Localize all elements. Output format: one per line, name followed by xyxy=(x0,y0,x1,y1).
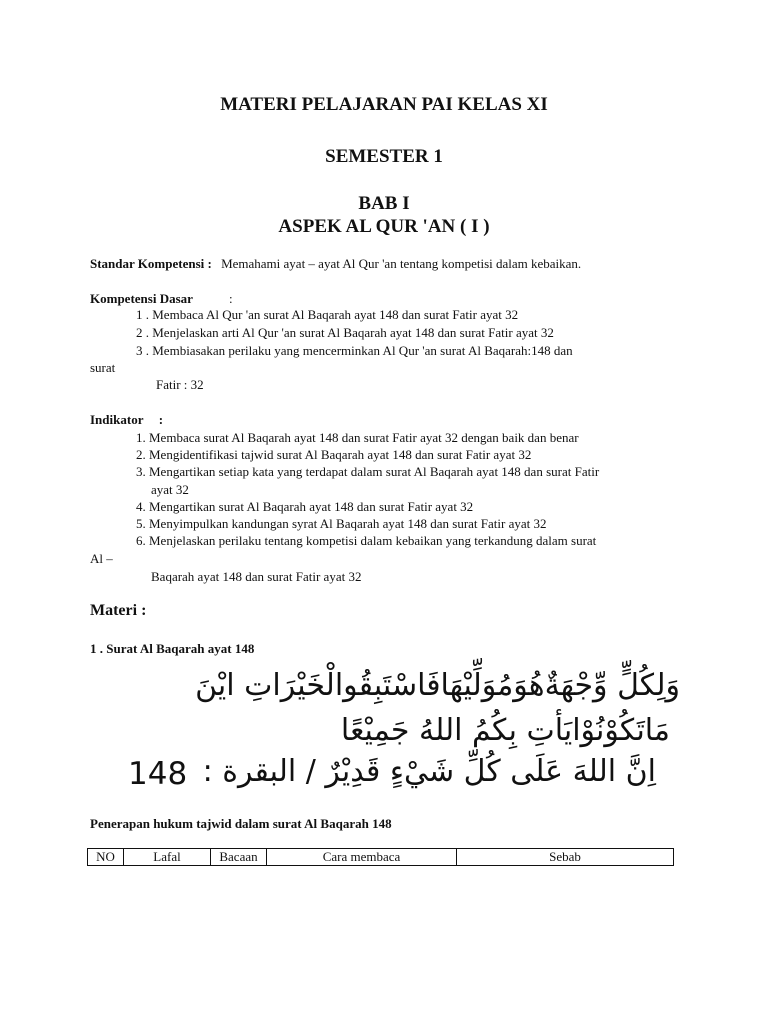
arabic-verse-line-1: وَلِكُلٍّ وِّجْهَةٌهُوَمُوَلِّيْهَافَاسْتَبِقُوالْخَيْرَاتِ ايْنَ xyxy=(195,668,680,703)
kompetensi-colon: : xyxy=(229,291,233,306)
indikator-item: 4. Mengartikan surat Al Baqarah ayat 148 dan surat Fatir ayat 32 xyxy=(136,499,474,514)
kompetensi-item-wrap: Fatir : 32 xyxy=(156,377,204,392)
page-title: MATERI PELAJARAN PAI KELAS XI xyxy=(220,94,548,115)
table-header-cell: Lafal xyxy=(124,849,211,866)
indikator-heading xyxy=(90,412,163,428)
table-header-cell: Bacaan xyxy=(211,849,267,866)
indikator-item-wrap: Baqarah ayat 148 dan surat Fatir ayat 32 xyxy=(151,569,362,584)
bab-title: ASPEK AL QUR 'AN ( I ) xyxy=(278,216,490,237)
standar-text: Memahami ayat – ayat Al Qur 'an tentang kompetisi dalam kebaikan. xyxy=(221,256,582,271)
penerapan-heading: Penerapan hukum tajwid dalam surat Al Baqarah 148 xyxy=(90,816,392,831)
semester-heading: SEMESTER 1 xyxy=(325,146,443,167)
indikator-item: 1. Membaca surat Al Baqarah ayat 148 dan surat Fatir ayat 32 dengan baik dan benar xyxy=(136,430,579,445)
standar-kompetensi xyxy=(90,256,581,272)
indikator-colon: : xyxy=(158,412,164,427)
kompetensi-item-wrap: surat xyxy=(90,360,116,375)
materi-heading: Materi : xyxy=(90,602,147,619)
kompetensi-item: 3 . Membiasakan perilaku yang mencerminkan Al Qur 'an surat Al Baqarah:148 dan xyxy=(136,343,573,358)
indikator-item: 5. Menyimpulkan kandungan syrat Al Baqarah ayat 148 dan surat Fatir ayat 32 xyxy=(136,516,547,531)
kompetensi-label: Kompetensi Dasar xyxy=(90,291,193,306)
bab-heading: BAB I xyxy=(358,193,410,214)
indikator-item-wrap: ayat 32 xyxy=(151,482,189,497)
indikator-label: Indikator xyxy=(90,412,144,427)
kompetensi-item: 1 . Membaca Al Qur 'an surat Al Baqarah ayat 148 dan surat Fatir ayat 32 xyxy=(136,307,519,322)
indikator-item: 6. Menjelaskan perilaku tentang kompetisi dalam kebaikan yang terkandung dalam surat xyxy=(136,533,597,548)
table-header-cell: Sebab xyxy=(457,849,674,866)
table-header-row xyxy=(88,849,674,866)
indikator-item-wrap: Al – xyxy=(90,551,113,566)
standar-label: Standar Kompetensi : xyxy=(90,256,212,271)
kompetensi-item: 2 . Menjelaskan arti Al Qur 'an surat Al Baqarah ayat 148 dan surat Fatir ayat 32 xyxy=(136,325,554,340)
table-header-cell: Cara membaca xyxy=(267,849,457,866)
table-header-cell: NO xyxy=(88,849,124,866)
verse-number: 148 xyxy=(128,756,188,792)
indikator-item: 3. Mengartikan setiap kata yang terdapat dalam surat Al Baqarah ayat 148 dan surat Fatir xyxy=(136,464,600,479)
surat-subheading: 1 . Surat Al Baqarah ayat 148 xyxy=(90,641,255,656)
arabic-verse-line-3: اِنَّ اللهَ عَلَى كُلِّ شَيْءٍ قَدِيْرٌ / البقرة : xyxy=(202,754,656,789)
tajwid-table xyxy=(87,848,674,866)
indikator-item: 2. Mengidentifikasi tajwid surat Al Baqarah ayat 148 dan surat Fatir ayat 32 xyxy=(136,447,532,462)
arabic-verse-line-2: مَاتَكُوْنُوْايَأتِ بِكُمُ اللهُ جَمِيْعًا xyxy=(340,713,670,748)
